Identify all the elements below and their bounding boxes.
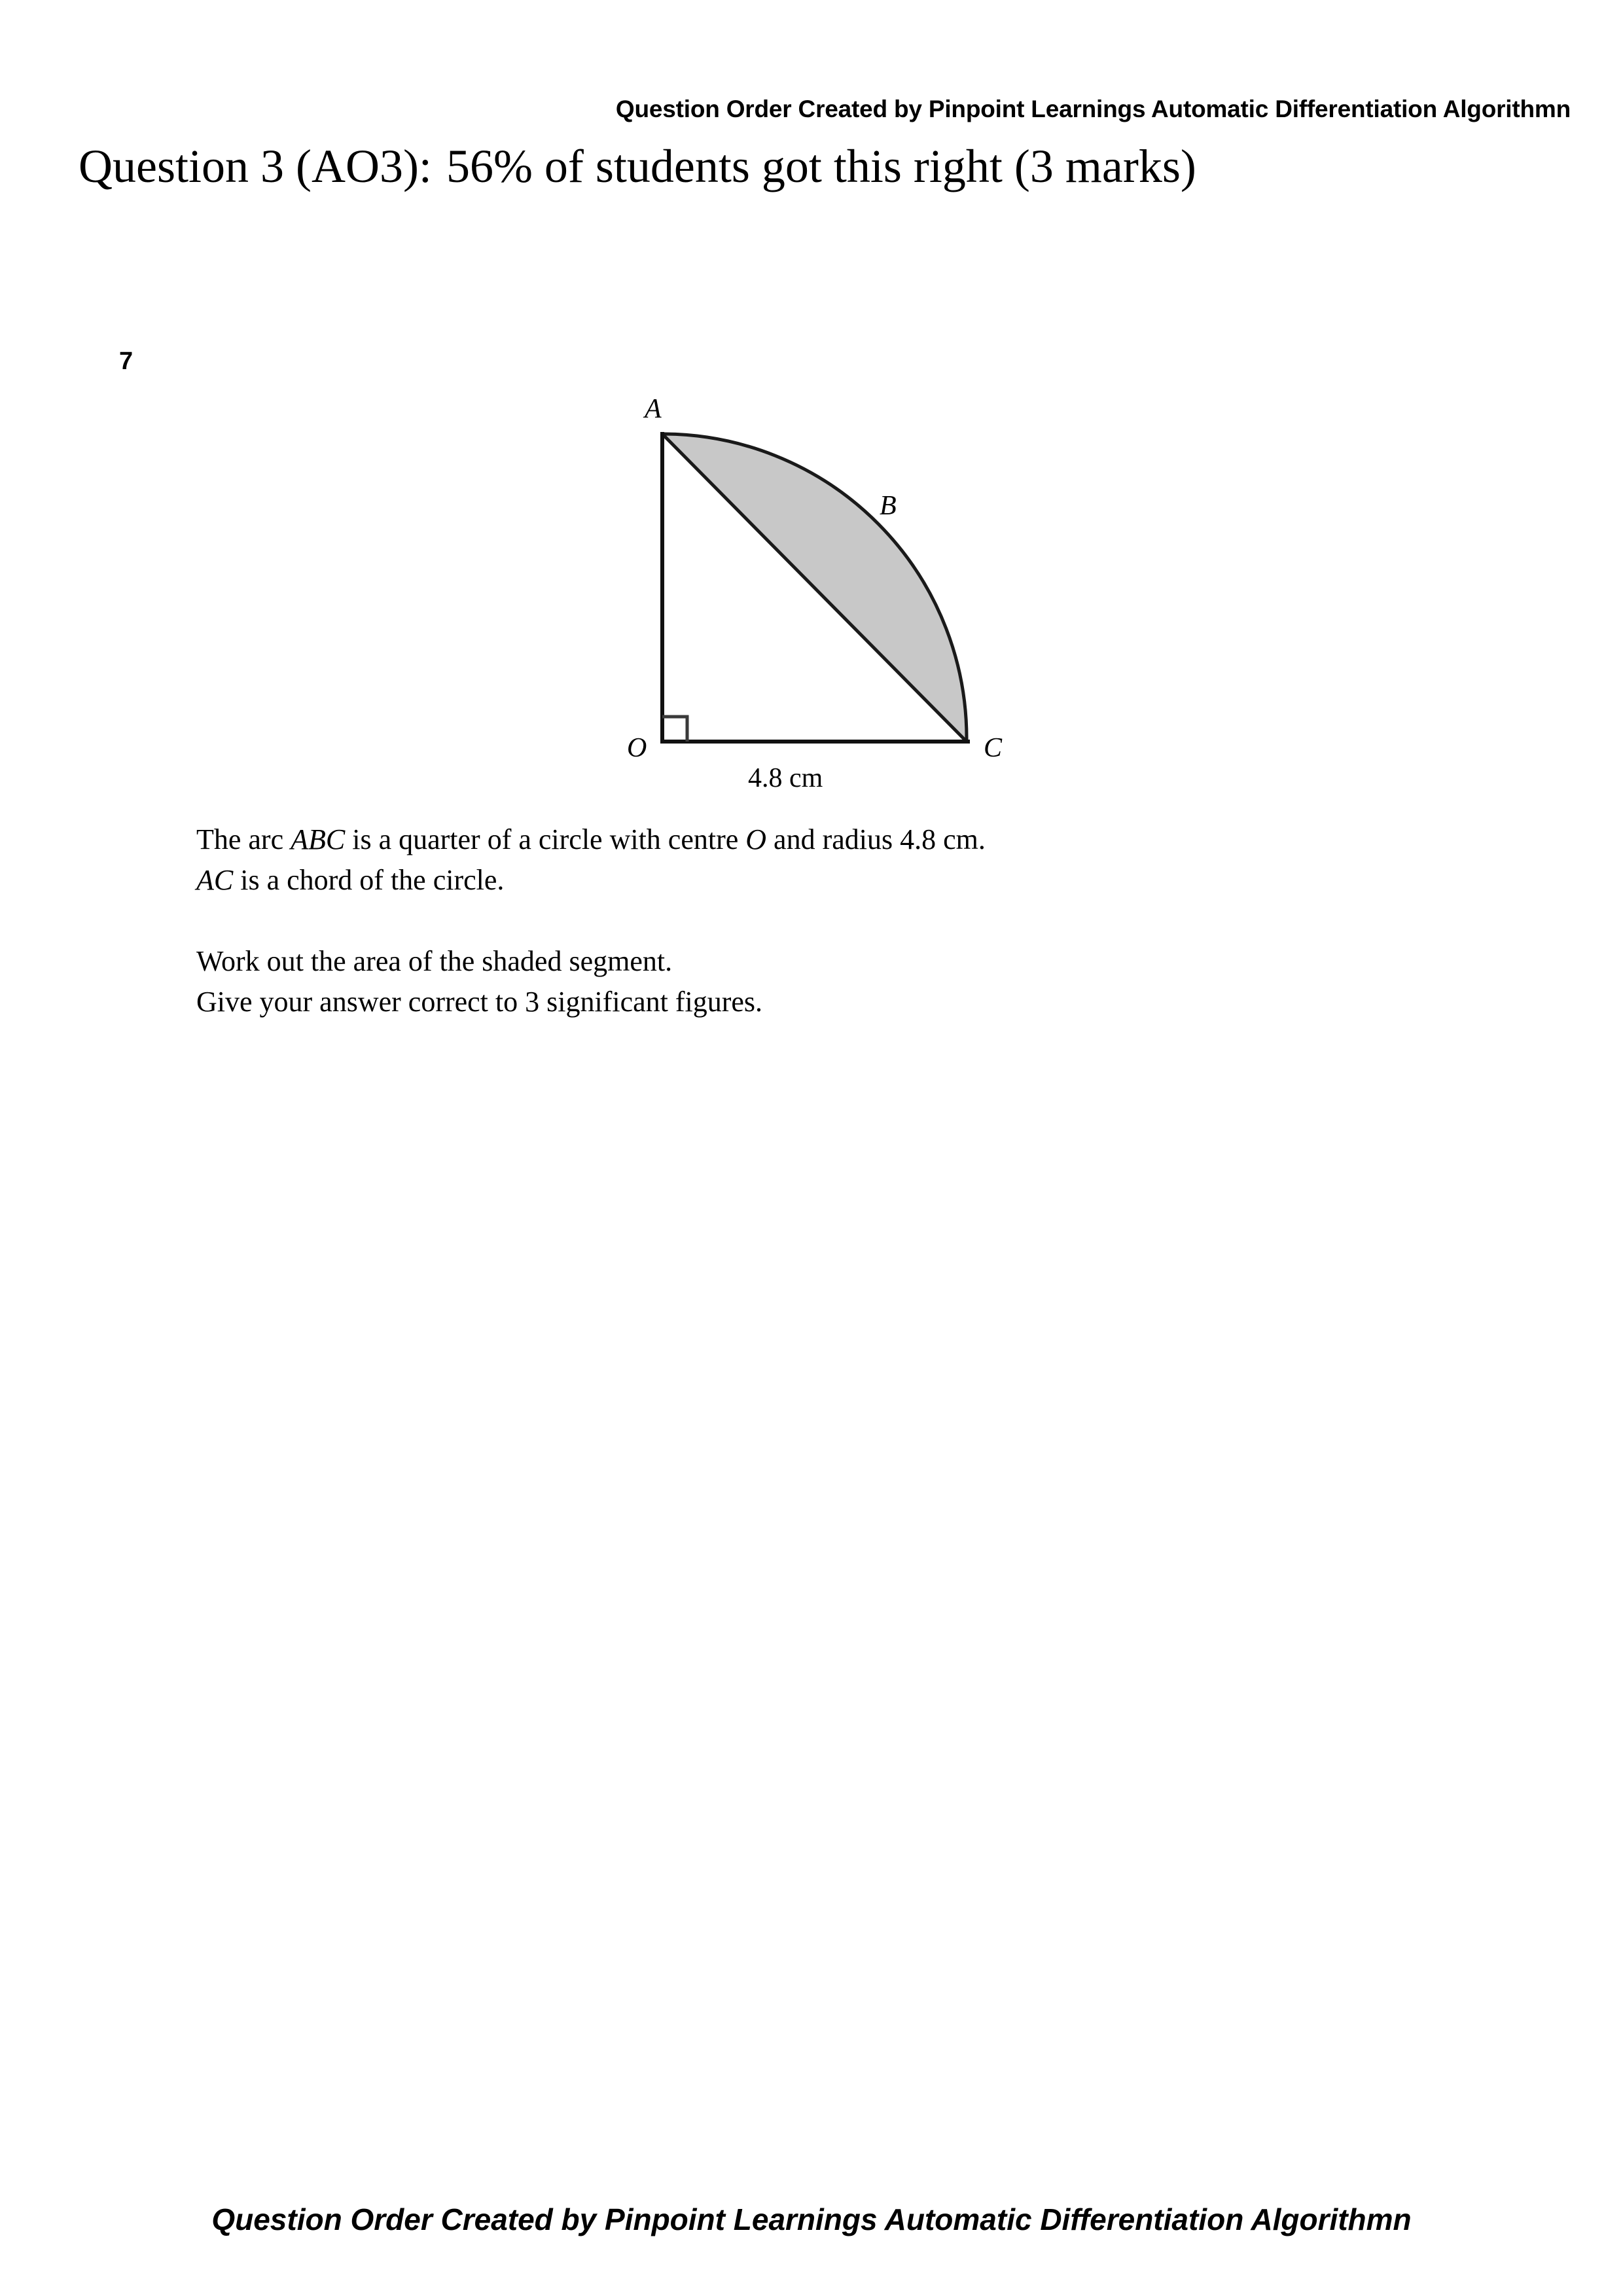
statement-line-2: [196, 860, 986, 901]
statement-line-1: [196, 819, 986, 860]
page-title: [79, 141, 1196, 192]
question-figure: [609, 386, 1027, 805]
statement-text-1: The arc: [196, 823, 291, 855]
statement-arc-abc: ABC: [291, 823, 346, 855]
figure-label-radius: 4.8 cm: [748, 763, 823, 793]
statement-text-4: is a chord of the circle.: [233, 864, 505, 896]
right-angle-marker: [662, 717, 687, 742]
instruction-line-1: Work out the area of the shaded segment.: [196, 945, 673, 977]
statement-centre-o: O: [745, 823, 767, 855]
quarter-circle-diagram: [609, 386, 1027, 805]
figure-label-a: A: [645, 394, 662, 424]
instruction-line-2: Give your answer correct to 3 significant figures.: [196, 986, 763, 1018]
statement-chord-ac: AC: [196, 864, 234, 896]
figure-label-o: O: [627, 733, 647, 763]
question-number: 7: [119, 348, 134, 375]
page-title-prefix: Question 3 (AO3):: [79, 140, 432, 192]
page-title-stat: 56% of students got this right (3 marks): [446, 140, 1196, 192]
question-statement: [196, 819, 986, 901]
figure-label-b: B: [880, 491, 897, 521]
page-footer: Question Order Created by Pinpoint Learnings Automatic Differentiation Algorithmn: [211, 2202, 1412, 2236]
statement-text-3: and radius 4.8 cm.: [766, 823, 986, 855]
question-instruction: [196, 941, 762, 1022]
figure-label-c: C: [984, 733, 1003, 763]
statement-text-2: is a quarter of a circle with centre: [345, 823, 746, 855]
page-header: Question Order Created by Pinpoint Learnings Automatic Differentiation Algorithmn: [615, 96, 1571, 122]
shaded-segment: [662, 434, 967, 742]
